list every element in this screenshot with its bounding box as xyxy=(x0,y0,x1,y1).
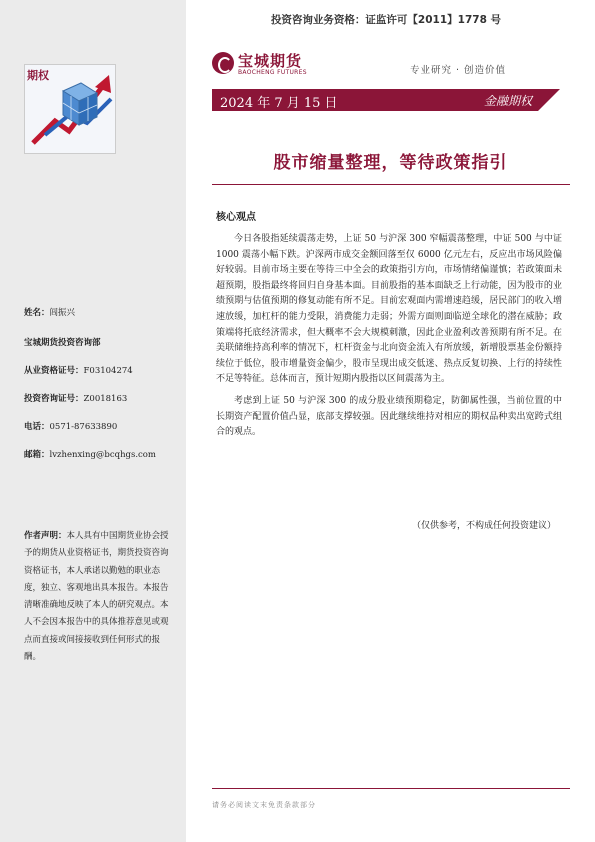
analyst-email: 邮箱：lvzhenxing@bcqhgs.com xyxy=(24,450,156,460)
brand-mark-icon xyxy=(212,52,234,74)
brand-logo xyxy=(212,50,322,80)
license-line: 投资咨询业务资格：证监许可【2011】1778 号 xyxy=(270,14,502,26)
paragraph: 考虑到上证 50 与沪深 300 的成分股业绩预期稳定，防御属性强，当前位置的中长期资产配置价值凸显，底部支撑较强。因此继续维持对相应的期权品种卖出宽跨式组合的观点。 xyxy=(216,395,562,438)
footer-disclaimer: 请务必阅读文末免责条款部分 xyxy=(212,801,316,809)
report-category: 金融期权 xyxy=(483,94,532,108)
reference-note: （仅供参考，不构成任何投资建议） xyxy=(411,521,556,531)
analyst-name: 姓名：闾振兴 xyxy=(24,308,76,318)
footer-divider xyxy=(212,788,570,789)
section-heading: 核心观点 xyxy=(216,212,256,223)
report-body xyxy=(216,232,562,447)
cover-image xyxy=(24,64,116,154)
title-divider xyxy=(212,184,570,185)
analyst-cert: 从业资格证号：F03104274 xyxy=(24,366,133,376)
slogan: 专业研究 · 创造价值 xyxy=(410,65,507,76)
author-statement: 作者声明：本人具有中国期货业协会授予的期货从业资格证书，期货投资咨询资格证书，本人承诺以勤勉的职业态度，独立、客观地出具本报告。本报告清晰准确地反映了本人的研究观点。本人不会因本报告中的具体推荐意见或观点而直接或间接接收到任何形式的报酬。 xyxy=(24,531,169,663)
analyst-consult-cert: 投资咨询证号：Z0018163 xyxy=(24,394,128,404)
analyst-department: 宝城期货投资咨询部 xyxy=(24,338,101,348)
date-banner xyxy=(212,89,538,111)
paragraph: 今日各股指延续震荡走势，上证 50 与沪深 300 窄幅震荡整理，中证 500 与中证 1000 震荡小幅下跌。沪深两市成交金额回落至仅 6000 亿元左右，反应出市场风险偏好较弱。目前市场主要在等待三中全会的政策指引方向，市场情绪偏谨慎；若政策面未超预期，股指最终将回归自身基本面。目前股指的基本面缺乏上行动能，因为股市的业绩预期与估值预期的修复动能有所不足。目前宏观面内需增速趋缓，居民部门的收入增速放缓，加杠杆的能力受限，消费能力走弱；外需方面则面临逆全球化的潜在威胁；政策端将托底经济需求，但大概率不会大规模刺激，因此企业盈利改善预期有所不足。在美联储维持高利率的情况下，杠杆资金与北向资金流入有所放缓，新增股票基金份额持续位于低位，股市增量资金偏少，股市呈现出成交低迷、热点反复切换、上行的持续性不足等特征。总体而言，预计短期内股指以区间震荡为主。 xyxy=(216,234,562,385)
analyst-phone: 电话：0571-87633890 xyxy=(24,422,118,432)
report-title: 股市缩量整理，等待政策指引 xyxy=(273,153,508,173)
brand-name-cn: 宝城期货 xyxy=(238,52,303,70)
report-date: 2024 年 7 月 15 日 xyxy=(220,96,338,111)
logo-tag: 期权 xyxy=(27,69,49,82)
brand-name-en: BAOCHENG FUTURES xyxy=(238,69,307,76)
